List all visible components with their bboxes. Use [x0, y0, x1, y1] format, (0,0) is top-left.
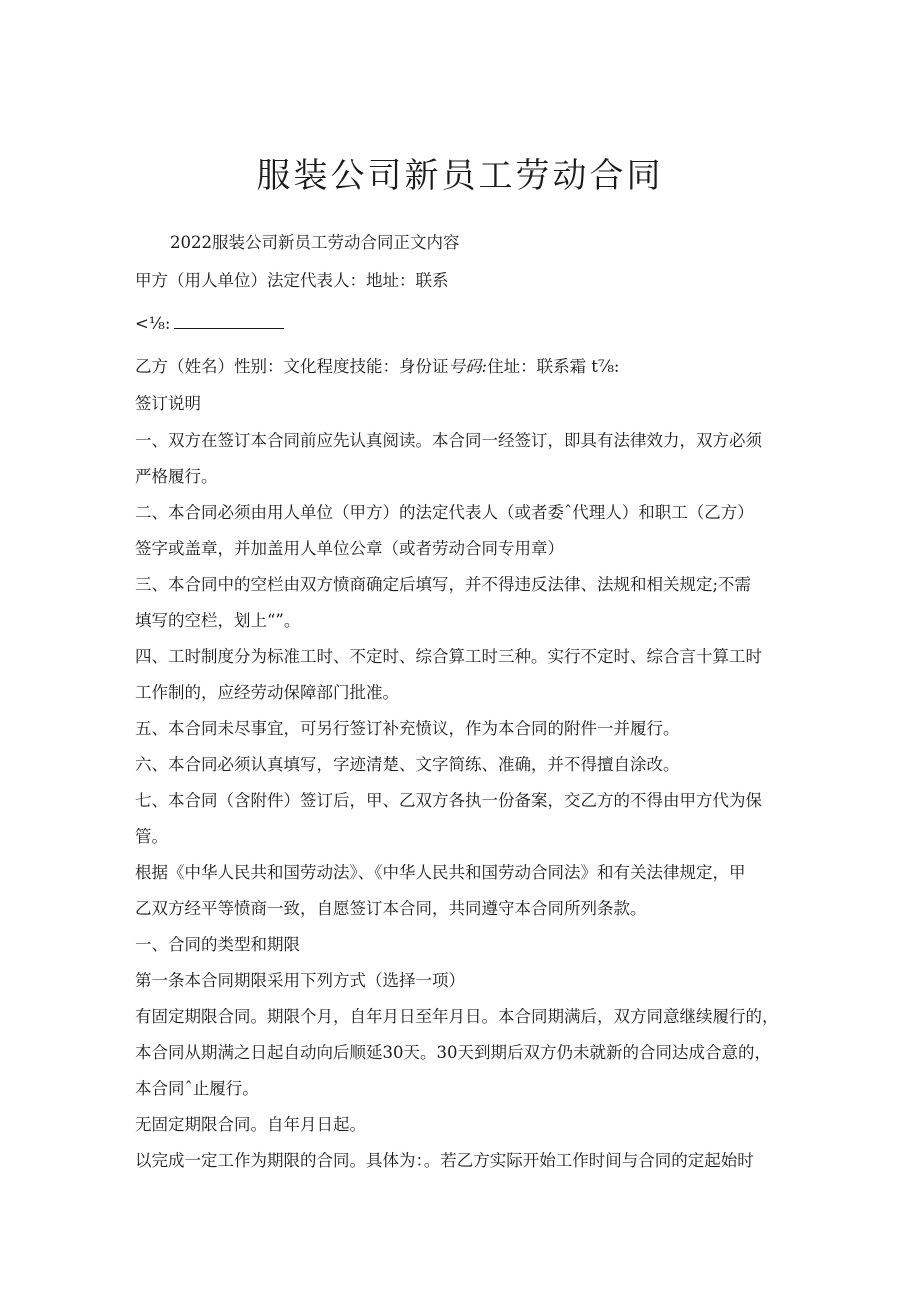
phone-blank: [174, 312, 284, 329]
phone-line: [135, 312, 284, 335]
body-line: 以完成一定工作为期限的合同。具体为：。若乙方实际开始工作时间与合同的定起始时: [135, 1151, 754, 1170]
phone-label: <⅛:: [135, 314, 171, 333]
body-line: 四、工时制度分为标准工时、不定时、综合算工时三种。实行不定时、综合言十算工时: [135, 647, 762, 666]
body-line: 填写的空栏，划上“”。: [135, 611, 301, 630]
body-line: 有固定期限合同。期限个月，自年月日至年月日。本合同期满后，双方同意继续履行的，: [135, 1007, 779, 1026]
party-b-italic: 号码:: [448, 357, 488, 376]
body-line: 签字或盖章，并加盖用人单位公章（或者劳动合同专用章）: [135, 539, 564, 558]
sign-heading: 签订说明: [135, 394, 201, 413]
body-line: 本合同从期满之日起自动向后顺延30天。30天到期后双方仍未就新的合同达成合意的，: [135, 1043, 771, 1062]
body-line: 三、本合同中的空栏由双方愤商确定后填写，并不得违反法律、法规和相关规定;不需: [135, 575, 752, 594]
body-line: 一、双方在签订本合同前应先认真阅读。本合同一经签订，即具有法律效力，双方必须: [135, 431, 762, 450]
body-line: 二、本合同必须由用人单位（甲方）的法定代表人（或者委ˆ代理人）和职工（乙方）: [135, 503, 754, 522]
body-line: 无固定期限合同。自年月日起。: [135, 1115, 366, 1134]
party-b-suffix: 住址：联系霜 t⅞:: [487, 357, 620, 376]
body-line: 第一条本合同期限采用下列方式（选择一项）: [135, 971, 465, 990]
party-b-prefix: 乙方（姓名）性别：文化程度技能：身份证: [135, 357, 449, 376]
document-title: 服装公司新员工劳动合同: [256, 156, 664, 196]
body-line: 本合同ˆ止履行。: [135, 1079, 259, 1098]
body-line: 六、本合同必须认真填写，字迹清楚、文字简练、准确，并不得擅自涂改。: [135, 755, 680, 774]
body-line: 工作制的，应经劳动保障部门批准。: [135, 683, 399, 702]
document-subtitle: 2022服装公司新员工劳动合同正文内容: [170, 233, 460, 252]
party-b-line: [135, 356, 620, 378]
body-line: 七、本合同（含附件）签订后，甲、乙双方各执一份备案，交乙方的不得由甲方代为保: [135, 791, 762, 810]
body-line: 五、本合同未尽事宜，可另行签订补充愤议，作为本合同的附件一并履行。: [135, 719, 680, 738]
body-line: 管。: [135, 827, 168, 846]
body-line: 严格履行。: [135, 467, 218, 486]
body-line: 根据《中华人民共和国劳动法》、《中华人民共和国劳动合同法》和有关法律规定，甲: [135, 863, 746, 882]
party-a-line: 甲方（用人单位）法定代表人：地址：联系: [135, 271, 449, 290]
body-line: 乙双方经平等愤商一致，自愿签订本合同，共同遵守本合同所列条款。: [135, 899, 647, 918]
section-heading: 一、合同的类型和期限: [135, 935, 300, 954]
